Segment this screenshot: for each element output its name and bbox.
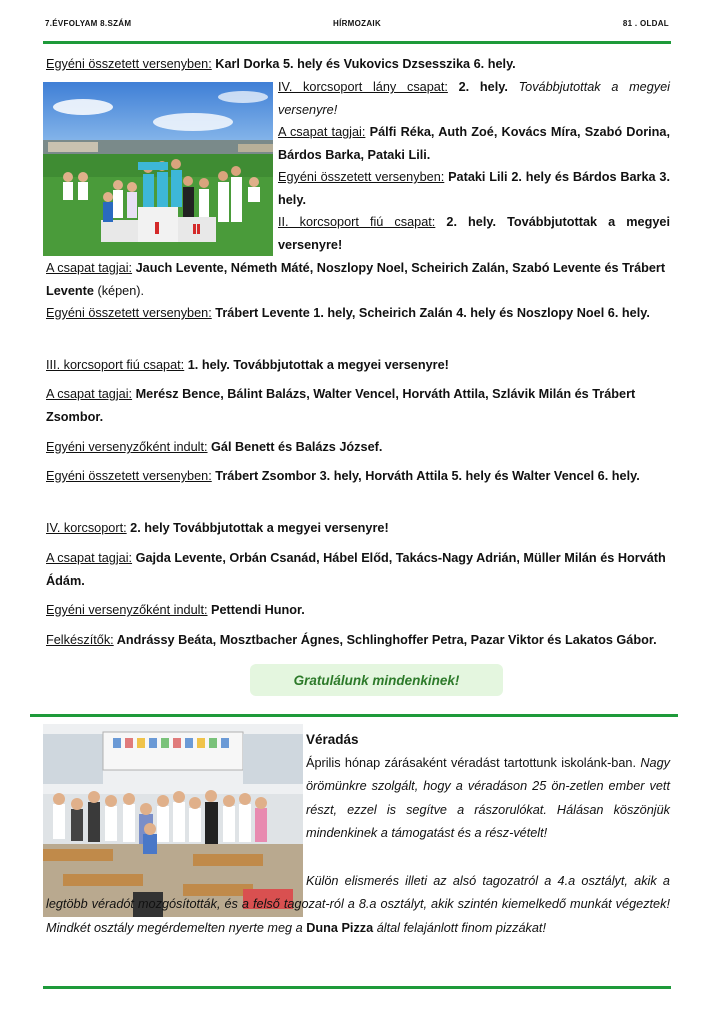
paragraph-girls-team (278, 76, 670, 121)
paragraph-individual-1 (46, 53, 670, 76)
para-text: Andrássy Beáta, Mosztbacher Ágnes, Schlinghoffer Petra, Pazar Viktor és Lakatos Gábor. (113, 633, 657, 647)
paragraph-girls-individual (278, 166, 670, 211)
header-issue: 7.ÉVFOLYAM 8.SZÁM (45, 19, 132, 28)
congratulations-callout: Gratulálunk mindenkinek! (250, 664, 503, 696)
para-bold: 2. hely. (447, 80, 508, 94)
para-italic: Nagy örömünkre szolgált, hogy a véradáson 25 ön-zetlen ember vett részt, ezzel is segítve a rászorulókat. Hálásan köszönjük mindenkinek a támogatást és a rész-vételt! (306, 756, 670, 841)
para-text: Merész Bence, Bálint Balázs, Walter Vencel, Horváth Attila, Szlávik Milán és Trábert Zsombor. (46, 387, 636, 424)
para-label: Egyéni összetett versenyben: (46, 306, 212, 320)
para-text: Pálfi Réka, Auth Zoé, Kovács Míra, Szabó Dorina, Bárdos Barka, Pataki Lili. (278, 125, 670, 162)
blood-donation-title: Véradás (306, 732, 359, 747)
para-text: 2. hely Továbbjutottak a megyei versenyre! (126, 521, 389, 535)
paragraph-boys2-team (278, 211, 670, 256)
paragraph-category4-members (46, 547, 670, 592)
para-text: Karl Dorka 5. hely és Vukovics Dzsesszika 6. hely. (211, 57, 516, 71)
para-text: 1. hely. Továbbjutottak a megyei versenyre! (184, 358, 449, 372)
para-text: Pataki Lili 2. hely és Bárdos Barka 3. hely. (278, 170, 670, 207)
para-label: Egyéni összetett versenyben: (278, 170, 445, 184)
paragraph-category4 (46, 517, 670, 540)
para-text: Külön elismerés illeti az alsó tagozatról a 4.a osztályt, akik a legtöbb véradót mozgósították, és a felső tagozat-ról a 8.a osztályt, akik szintén kiemelkedő munkát végeztek! Mindkét osztály megérdemelten nyerte meg a (46, 874, 670, 935)
para-label: Egyéni összetett versenyben: (46, 469, 212, 483)
header-page: 81 . OLDAL (622, 19, 669, 28)
para-label: IV. korcsoport lány csapat: (278, 80, 448, 94)
paragraph-boys2-individual (46, 302, 670, 325)
paragraph-boys2-members (46, 257, 670, 302)
para-label: II. korcsoport fiú csapat: (278, 215, 436, 229)
para-label: A csapat tagjai: (46, 551, 133, 565)
para-label: III. korcsoport fiú csapat: (46, 358, 185, 372)
para-text: 2. hely. Továbbjutottak a megyei versenyre! (278, 215, 670, 252)
paragraph-girls-members (278, 121, 670, 166)
header-title: HÍRMOZAIK (333, 19, 382, 28)
para-label: Egyéni versenyzőként indult: (46, 603, 208, 617)
para-text: Jauch Levente, Németh Máté, Noszlopy Noel, Scheirich Zalán, Szabó Levente és Trábert Levente (46, 261, 666, 298)
para-text: Trábert Levente 1. hely, Scheirich Zalán 4. hely és Noszlopy Noel 6. hely. (211, 306, 650, 320)
para-text: Április hónap zárásaként véradást tartottunk iskolánk-ban. (306, 756, 637, 770)
paragraph-boys3-members (46, 383, 670, 428)
para-tail: (képen). (93, 283, 145, 298)
para-label: Egyéni összetett versenyben: (46, 57, 212, 71)
para-text: Gajda Levente, Orbán Csanád, Hábel Előd, Takács-Nagy Adrián, Müller Milán és Horváth Ádám. (46, 551, 666, 588)
blood-donation-intro (306, 752, 670, 846)
sponsor-name: Duna Pizza (306, 920, 374, 935)
para-label: IV. korcsoport: (46, 521, 127, 535)
team-podium-photo (43, 82, 273, 256)
para-label: Felkészítők: (46, 633, 114, 647)
paragraph-boys3-individual (46, 465, 670, 488)
paragraph-boys3-team (46, 354, 670, 377)
para-text: Gál Benett és Balázs József. (207, 440, 383, 454)
para-label: A csapat tagjai: (46, 261, 133, 275)
para-label: Egyéni versenyzőként indult: (46, 440, 208, 454)
paragraph-coaches (46, 629, 670, 652)
blood-donation-acknowledgement (46, 870, 670, 940)
section-divider (30, 714, 678, 717)
para-text: Pettendi Hunor. (207, 603, 305, 617)
para-label: A csapat tagjai: (46, 387, 133, 401)
para-tail: által felajánlott finom pizzákat! (373, 920, 546, 935)
paragraph-boys3-solo (46, 436, 670, 459)
para-text: Trábert Zsombor 3. hely, Horváth Attila 5. hely és Walter Vencel 6. hely. (211, 469, 640, 483)
top-rule (43, 41, 671, 44)
bottom-rule (43, 986, 671, 989)
paragraph-category4-solo (46, 599, 670, 622)
para-label: A csapat tagjai: (278, 125, 366, 139)
para-italic: Továbbjutottak a megyei versenyre! (278, 80, 670, 117)
